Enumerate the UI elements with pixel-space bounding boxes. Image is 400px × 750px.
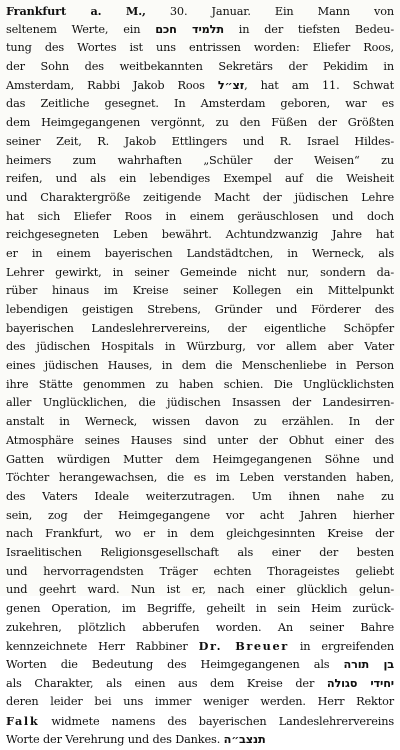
name-emphasis: Dr. Breuer <box>198 639 289 654</box>
text-line <box>6 170 394 189</box>
text-segment: Israelitischen Religionsgesellschaft als einer der besten <box>6 545 394 559</box>
text-line <box>6 637 394 656</box>
text-line <box>6 58 394 77</box>
text-segment: des jüdischen Hospitals in Würzburg, vor allem aber Vater <box>6 340 394 354</box>
hebrew-phrase: בן תורה <box>343 658 394 672</box>
text-segment: bayerischen Landeslehrervereins, der eigentliche Schöpfer <box>6 321 394 335</box>
text-segment: 30. Januar. Ein Mann von <box>145 5 395 18</box>
text-line <box>6 731 394 750</box>
hebrew-phrase: זצ״ל <box>217 78 245 92</box>
text-segment: Worte der Verehrung und des Dankes. <box>6 732 224 746</box>
text-line <box>6 39 394 58</box>
text-segment: lebendigen geistigen Strebens, Gründer und Förderer des <box>6 303 394 316</box>
text-line <box>6 245 394 264</box>
text-line <box>6 208 394 227</box>
text-segment: reifen, und als ein lebendiges Exempel auf die Weisheit <box>6 172 394 186</box>
text-line <box>6 152 394 171</box>
text-segment: deren leider bei uns immer weniger werden. Herr Rektor <box>6 695 394 709</box>
name-emphasis: Falk <box>6 714 40 729</box>
text-segment: seltenem Werte, ein <box>6 22 156 36</box>
text-segment: sein, zog der Heimgegangene vor acht Jahren hierher <box>6 508 394 522</box>
text-line <box>6 2 394 21</box>
text-segment: widmete namens des bayerischen Landeslehrervereins <box>39 715 394 729</box>
text-line <box>6 357 394 376</box>
text-line <box>6 563 394 582</box>
text-segment: eines jüdischen Hauses, in dem die Menschenliebe in Person <box>6 359 394 373</box>
text-line <box>6 600 394 619</box>
text-line <box>6 432 394 451</box>
text-segment: Lehrer gewirkt, in seiner Gemeinde nicht nur, sondern da- <box>6 265 394 279</box>
obituary-article <box>6 2 394 750</box>
text-line <box>6 95 394 114</box>
dateline: Frankfurt a. M., <box>6 4 146 18</box>
text-segment: tung des Wortes ist uns entrissen worden: Eliefer Roos, <box>6 41 394 55</box>
text-segment: hat sich Eliefer Roos in einem geräuschlosen und doch <box>6 209 394 223</box>
text-line <box>6 264 394 283</box>
text-segment: reichgesegneten Leben bewährt. Achtundzwanzig Jahre hat <box>6 228 394 242</box>
text-segment: genen Operation, im Begriffe, geheilt in sein Heim zurück- <box>6 602 394 615</box>
text-line <box>6 581 394 600</box>
text-segment: in ergreifenden <box>288 640 394 654</box>
text-line <box>6 21 394 40</box>
text-segment: Gatten würdigen Mutter dem Heimgegangenen Söhne und <box>6 452 394 466</box>
text-segment: dem Heimgegangenen vergönnt, zu den Füßen der Größten <box>6 116 394 130</box>
text-line <box>6 189 394 208</box>
text-line <box>6 394 394 413</box>
text-segment: zukehren, plötzlich abberufen worden. An seiner Bahre <box>6 620 394 634</box>
text-line <box>6 451 394 470</box>
text-line <box>6 301 394 320</box>
text-line <box>6 619 394 638</box>
hebrew-phrase: תלמיד חכם <box>155 22 224 36</box>
text-segment: in der tiefsten Bedeu- <box>223 22 394 36</box>
text-segment: er in einem bayerischen Landstädtchen, in Werneck, als <box>6 246 394 260</box>
text-segment: und Charaktergröße zeitigende Macht der jüdischen Lehre <box>6 190 394 204</box>
text-line <box>6 656 394 675</box>
text-segment: als Charakter, als einen aus dem Kreise der <box>6 676 327 690</box>
text-line <box>6 282 394 301</box>
text-segment: heimers zum wahrhaften „Schüler der Weisen“ zu <box>6 153 394 167</box>
text-line <box>6 77 394 96</box>
text-segment: Töchter herangewachsen, die es im Leben verstanden haben, <box>6 471 394 485</box>
hebrew-phrase: תנצב״ה <box>223 732 266 746</box>
text-segment: das Zeitliche gesegnet. In Amsterdam geboren, war es <box>6 97 394 111</box>
text-segment: , hat am 11. Schwat <box>244 78 394 92</box>
text-segment: der Sohn des weitbekannten Sekretärs der Pekidim in <box>6 60 394 74</box>
text-segment: kennzeichnete Herr Rabbiner <box>6 640 199 654</box>
text-line <box>6 133 394 152</box>
text-line <box>6 114 394 133</box>
text-segment: seiner Zeit, R. Jakob Ettlingers und R. Israel Hildes- <box>6 134 394 148</box>
text-segment: aller Unglücklichen, die jüdischen Insassen der Landesirren- <box>6 396 394 410</box>
text-segment: anstalt in Werneck, wissen davon zu erzählen. In der <box>6 415 394 429</box>
text-line <box>6 544 394 563</box>
text-line <box>6 675 394 694</box>
hebrew-phrase: יחידי סגולה <box>326 676 394 690</box>
text-line <box>6 376 394 395</box>
text-segment: Worten die Bedeutung des Heimgegangenen als <box>6 658 344 672</box>
text-segment: rüber hinaus im Kreise seiner Kollegen ein Mittelpunkt <box>6 284 394 298</box>
text-segment: Atmosphäre seines Hauses sind unter der Obhut einer des <box>6 433 394 447</box>
text-line <box>6 507 394 526</box>
text-line <box>6 693 394 712</box>
text-line <box>6 320 394 339</box>
text-segment: und geehrt ward. Nun ist er, nach einer glücklich gelun- <box>6 583 394 597</box>
text-segment: Amsterdam, Rabbi Jakob Roos <box>6 78 218 92</box>
text-line <box>6 338 394 357</box>
text-line <box>6 525 394 544</box>
text-segment: ihre Stätte genommen zu haben schien. Die Unglücklichsten <box>6 377 394 391</box>
text-segment: nach Frankfurt, wo er in dem gleichgesinnten Kreise der <box>6 527 394 541</box>
text-line <box>6 488 394 507</box>
text-line <box>6 226 394 245</box>
text-line <box>6 712 394 731</box>
text-line <box>6 469 394 488</box>
text-segment: des Vaters Ideale weiterzutragen. Um ihnen nahe zu <box>6 489 394 503</box>
text-line <box>6 413 394 432</box>
text-segment: und hervorragendsten Träger echten Thorageistes geliebt <box>6 564 394 578</box>
